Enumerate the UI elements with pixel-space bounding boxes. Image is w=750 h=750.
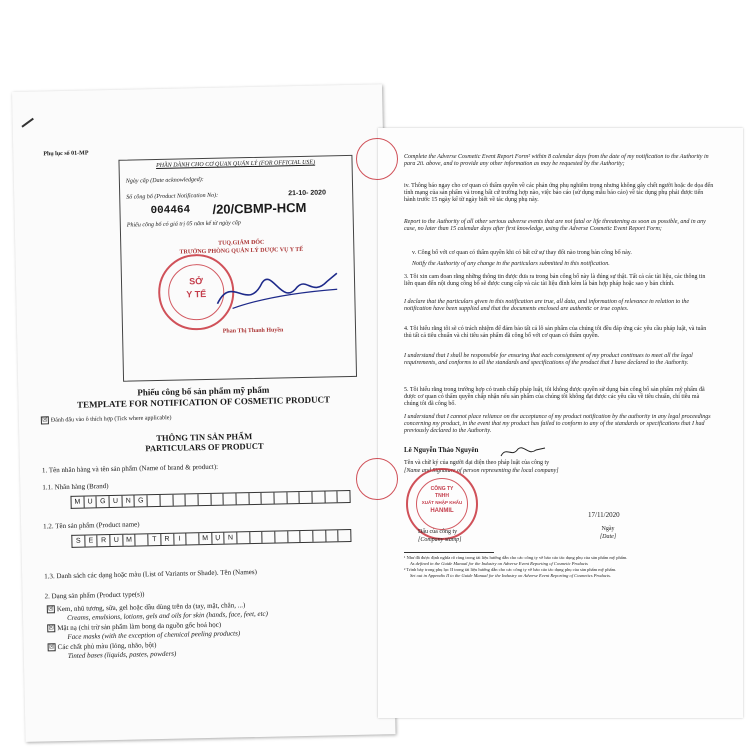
type-1-en: Creams, emulsions, lotions, gels and oils for skin (hands, face, feet, etc) (66, 609, 269, 622)
item-1-label: 1. Tên nhãn hàng và tên sản phẩm (Name of brand & product): (41, 462, 219, 475)
footnote-1: ¹ Như đã được định nghĩa rõ ràng trong tài liệu hướng dẫn cho các công ty về báo cáo tác dụng phụ của sản phẩm mỹ phẩm. (404, 555, 628, 560)
letter-cell[interactable] (236, 493, 249, 504)
validity-text: Phiếu công bố có giá trị 05 năm kể từ ngày cấp (126, 220, 241, 229)
footnote-divider (404, 552, 494, 553)
company-stamp-label-vi: Dấu của công ty (418, 529, 458, 535)
representative-name: Lê Nguyễn Thảo Nguyên (404, 446, 479, 454)
letter-cell[interactable] (224, 493, 237, 504)
edge-seal-top (356, 138, 398, 180)
letter-cell[interactable]: N (122, 496, 135, 507)
letter-cell[interactable] (287, 492, 300, 503)
type-3-en: Tinted bases (liquids, pastes, powders) (67, 649, 177, 660)
type-2-en: Face masks (with the exception of chemical peeling products) (67, 629, 241, 641)
letter-cell[interactable] (313, 492, 326, 503)
paragraph-8: 4. Tôi hiểu rằng tôi sẽ có trách nhiệm để đảm bảo tất cả lô sản phẩm của chúng tôi đều đáp ứng các yêu cầu pháp luật, và tuân thủ tất cả tiêu chuẩn và chỉ tiêu sản phẩm đã công bố với cơ quan có thẩm quyền. (404, 326, 707, 339)
letter-cell[interactable] (313, 531, 326, 542)
letter-cell[interactable] (160, 495, 173, 506)
paragraph-6: 3. Tôi xin cam đoan rằng những thông tin được đưa ra trong bản công bố này là đúng sự thật. Tất cả các tài liệu, các thông tin liên quan đến nội dung công bố sẽ được cung cấp và các tài liệu đính kèm là bản hợp pháp hoặc sao y bản chính. (404, 274, 706, 287)
letter-cell[interactable]: U (110, 496, 123, 507)
tick-note-row (41, 414, 172, 425)
date-label-vi: Ngày (601, 526, 615, 532)
letter-cell[interactable] (338, 491, 351, 502)
type-3-vi: Các chất phủ màu (lỏng, nhão, bột) (57, 641, 157, 652)
letter-cell[interactable] (148, 495, 161, 506)
letter-cell[interactable]: E (85, 535, 98, 546)
type-1-vi: Kem, nhũ tương, sữa, gel hoặc dầu dùng trên da (tay, mặt, chân, ...) (56, 601, 246, 614)
notification-number-suffix: /20/CBMP-HCM (212, 199, 307, 217)
brand-letter-grid[interactable] (70, 490, 350, 509)
letter-cell[interactable]: U (110, 535, 123, 546)
company-seal-line-4: HANMIL (430, 508, 454, 514)
type-2-vi: Mặt nạ (chỉ trừ sản phẩm làm bong da nguồn gốc hoá học) (57, 620, 222, 633)
notification-number-label: Số công bố (Product Notification No): (126, 192, 219, 201)
letter-cell[interactable]: U (84, 496, 97, 507)
letter-cell[interactable] (288, 531, 301, 542)
company-seal-line-2: TNHH (435, 493, 449, 499)
letter-cell[interactable] (263, 532, 276, 543)
paragraph-7: I declare that the particulars given in this notification are true, all data, and information of relevance in relation to the notification have been supplied and that the documents enclosed are authentic or true copies. (404, 299, 690, 312)
type-2-checkbox[interactable]: ☒ (48, 625, 54, 632)
letter-cell[interactable]: R (98, 535, 111, 546)
type-1-checkbox[interactable]: ☒ (48, 606, 54, 613)
letter-cell[interactable] (250, 532, 263, 543)
letter-cell[interactable] (301, 531, 314, 542)
date-acknowledged-label: Ngày cấp (Date acknowledged): (125, 177, 204, 185)
item-1-3-label: 1.3. Danh sách các dạng hoặc màu (List of Variants or Shade). Tên (Names) (44, 567, 257, 581)
letter-cell[interactable]: I (174, 533, 187, 544)
company-seal-line-3: XUẤT NHẬP KHẨU (421, 500, 463, 505)
letter-cell[interactable] (136, 534, 149, 545)
letter-cell[interactable]: G (135, 495, 148, 506)
stamp-title-2: TRƯỞNG PHÒNG QUẢN LÝ DƯỢC VỤ Y TẾ (179, 246, 304, 256)
representative-label-vi: Tên và chữ ký của người đại diện theo pháp luật của công ty (404, 460, 550, 466)
official-use-heading: PHẦN DÀNH CHO CƠ QUAN QUẢN LÝ (FOR OFFICIAL USE) (155, 159, 316, 169)
letter-cell[interactable] (249, 493, 262, 504)
checkbox-checked[interactable]: ☒ (42, 417, 48, 424)
right-page (378, 128, 743, 718)
letter-cell[interactable] (186, 494, 199, 505)
representative-signature (498, 444, 548, 460)
paragraph-4: v. Công bố với cơ quan có thẩm quyền khi có bất cứ sự thay đổi nào trong bản công bố này. (412, 250, 632, 256)
edge-seal-bottom (356, 458, 398, 500)
footnote-2-en: Set out in Appendix II to the Guide Manual for the Industry on Adverse Event Reporting of Cosmetics Products. (410, 573, 612, 578)
letter-cell[interactable] (275, 531, 288, 542)
letter-cell[interactable]: G (97, 496, 110, 507)
letter-cell[interactable] (173, 494, 186, 505)
paragraph-3: Report to the Authority of all other serious adverse events that are not fatal or life threatening as soon as possible, and in any case, no later than 15 calendar days after first knowledge, using the Adverse Cosmetic Event Report Form; (404, 219, 706, 232)
paragraph-2: iv. Thông báo ngay cho cơ quan có thẩm quyền về các phản ứng phụ nghiêm trọng nhưng không gây chết người hoặc đe dọa đến tính mạng của sản phẩm và trong bất cứ trường hợp nào, việc báo cáo (sử dụng mẫu báo cáo) về tác dụng phụ phải được tiến hành trước 15 ngày kể từ ngày biết về tác dụng phụ này. (404, 183, 714, 203)
letter-cell[interactable]: R (161, 534, 174, 545)
letter-cell[interactable] (339, 530, 352, 541)
annex-label: Phụ lục số 01-MP (43, 150, 89, 158)
representative-label-en: [Name and Signature of person representing the local company] (404, 468, 559, 474)
item-1-2-label: 1.2. Tên sản phẩm (Product name) (43, 520, 140, 531)
company-stamp-label-en: [Company stamp] (418, 537, 462, 543)
title-en: TEMPLATE FOR NOTIFICATION OF COSMETIC PRODUCT (76, 394, 331, 410)
notification-number-value: 004464 (150, 204, 191, 218)
letter-cell[interactable] (237, 532, 250, 543)
letter-cell[interactable]: N (225, 532, 238, 543)
seal-text-2: Y TẾ (186, 288, 207, 300)
paragraph-10: 5. Tôi hiểu rằng trong trường hợp có tranh chấp pháp luật, tôi không được quyền sử dụng bản công bố sản phẩm mỹ phẩm đã được cơ quan có thẩm quyền chấp nhận nếu sản phẩm của chúng tôi không đạt được các yêu cầu về tiêu chuẩn, chỉ tiêu mà chúng tôi đã công bố. (404, 387, 705, 407)
paragraph-1: Complete the Adverse Cosmetic Event Report Form² within 8 calendar days from the date of my notification to the Authority in para 2ii. above, and to provide any other information as may be requested by the Authority; (404, 154, 709, 167)
letter-cell[interactable]: M (123, 535, 136, 546)
item-1-1-label: 1.1. Nhãn hàng (Brand) (42, 482, 109, 492)
pen-mark (21, 118, 33, 128)
company-seal-line-1: CÔNG TY (430, 486, 454, 492)
official-signer-name: Phan Thị Thanh Huyền (222, 327, 284, 335)
letter-cell[interactable] (326, 530, 339, 541)
letter-cell[interactable]: T (148, 534, 161, 545)
letter-cell[interactable] (198, 494, 211, 505)
official-use-box (118, 155, 357, 382)
tick-note: Đánh dấu vào ô thích hợp (Tick where applicable) (50, 415, 172, 424)
letter-cell[interactable] (186, 533, 199, 544)
paragraph-5: Notify the Authority of any change in the particulars submitted in this notification. (412, 261, 610, 267)
letter-cell[interactable]: M (199, 533, 212, 544)
date-label-en: [Date] (599, 534, 617, 540)
letter-cell[interactable] (262, 493, 275, 504)
seal-text-1: SỞ (189, 276, 203, 287)
title-vi: Phiếu công bố sản phẩm mỹ phẩm (137, 384, 270, 398)
paragraph-11: I understand that I cannot place reliance on the acceptance of my product notification by the authority in any legal proceedings concerning my product, in the event that my product has failed to conform to any of the standards or specifications that I had previously declared to the Authority. (404, 414, 711, 434)
letter-cell[interactable] (325, 491, 338, 502)
letter-cell[interactable]: M (71, 497, 84, 508)
letter-cell[interactable] (274, 492, 287, 503)
section-title-vi: THÔNG TIN SẢN PHẨM (156, 431, 253, 444)
letter-cell[interactable]: S (72, 536, 85, 547)
footnote-2: ² Trình bày trong phụ lục II trong tài liệu hướng dẫn cho các công ty về báo cáo tác dụng phụ của sản phẩm mỹ phẩm. (404, 567, 617, 572)
type-3-checkbox[interactable]: ☒ (48, 644, 55, 651)
letter-cell[interactable] (300, 492, 313, 503)
item-2-label: 2. Dạng sản phẩm (Product type(s)) (44, 590, 145, 601)
section-title-en: PARTICULARS OF PRODUCT (145, 440, 264, 454)
date-acknowledged-value: 21-10- 2020 (288, 189, 327, 198)
stamp-title-1: TUQ.GIÁM ĐỐC (217, 239, 265, 247)
product-letter-grid[interactable] (71, 529, 351, 548)
footnote-1-en: As defined in the Guide Manual for the Industry on Adverse Event Reporting of Cosmetic Products (410, 561, 588, 566)
letter-cell[interactable] (211, 494, 224, 505)
letter-cell[interactable]: Ụ (212, 533, 225, 544)
official-signature (212, 261, 343, 319)
left-page (12, 84, 396, 742)
signature-date: 17/11/2020 (588, 511, 620, 519)
paragraph-9: I understand that I shall be responsible for ensuring that each consignment of my product continues to meet all the legal requirements, and conforms to all the standards and specifications of the product that I have declared to the Authority. (404, 353, 693, 366)
